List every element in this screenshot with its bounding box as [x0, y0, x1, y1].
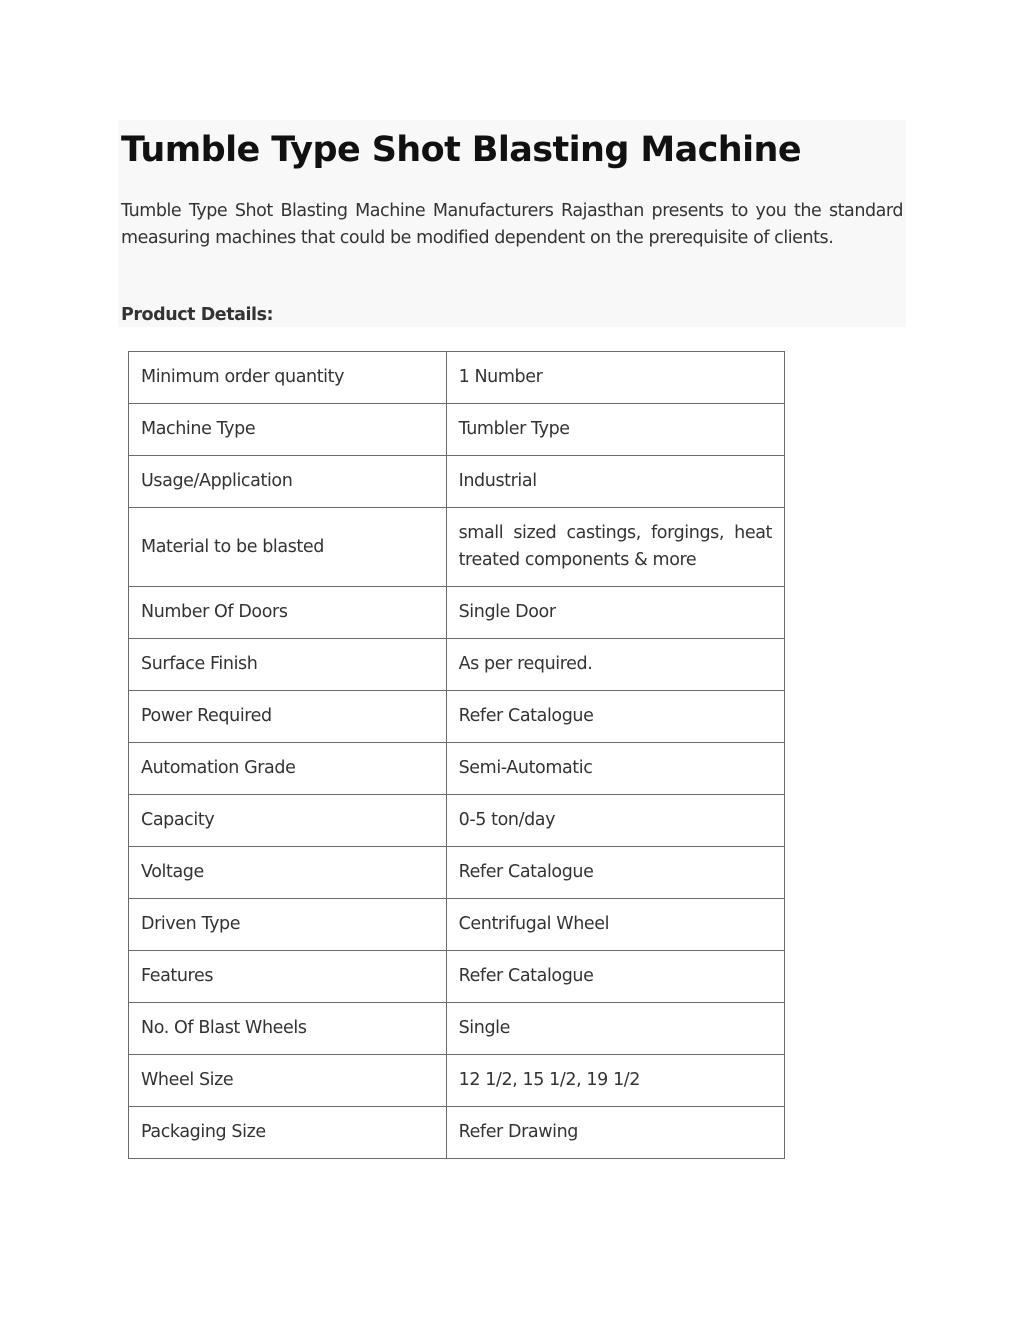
detail-key: Driven Type	[129, 899, 447, 951]
product-details-label: Product Details:	[121, 305, 274, 325]
detail-value: Refer Catalogue	[446, 951, 784, 1003]
detail-value: Tumbler Type	[446, 404, 784, 456]
detail-value: Refer Catalogue	[446, 847, 784, 899]
detail-value: Single	[446, 1003, 784, 1055]
detail-key: Usage/Application	[129, 456, 447, 508]
detail-value: small sized castings, forgings, heat treated components & more	[446, 508, 784, 587]
table-row	[129, 951, 785, 1003]
product-details-table	[128, 351, 785, 1159]
detail-value: Refer Catalogue	[446, 691, 784, 743]
detail-key: Voltage	[129, 847, 447, 899]
table-row	[129, 847, 785, 899]
detail-key: No. Of Blast Wheels	[129, 1003, 447, 1055]
detail-key: Automation Grade	[129, 743, 447, 795]
detail-value: Refer Drawing	[446, 1107, 784, 1159]
table-row	[129, 691, 785, 743]
intro-paragraph: Tumble Type Shot Blasting Machine Manufacturers Rajasthan presents to you the standard measuring machines that could be modified dependent on the prerequisite of clients.	[121, 201, 903, 248]
table-row	[129, 587, 785, 639]
detail-key: Number Of Doors	[129, 587, 447, 639]
table-row	[129, 743, 785, 795]
detail-value: Single Door	[446, 587, 784, 639]
detail-value: As per required.	[446, 639, 784, 691]
detail-value: 1 Number	[446, 352, 784, 404]
table-row	[129, 456, 785, 508]
detail-key: Wheel Size	[129, 1055, 447, 1107]
detail-key: Surface Finish	[129, 639, 447, 691]
table-row	[129, 795, 785, 847]
detail-key: Minimum order quantity	[129, 352, 447, 404]
table-row	[129, 508, 785, 587]
detail-key: Material to be blasted	[129, 508, 447, 587]
detail-value: Centrifugal Wheel	[446, 899, 784, 951]
table-row	[129, 352, 785, 404]
table-row	[129, 899, 785, 951]
detail-value: 0-5 ton/day	[446, 795, 784, 847]
detail-key: Machine Type	[129, 404, 447, 456]
detail-value: Industrial	[446, 456, 784, 508]
detail-key: Capacity	[129, 795, 447, 847]
table-row	[129, 639, 785, 691]
detail-value: 12 1/2, 15 1/2, 19 1/2	[446, 1055, 784, 1107]
detail-key: Power Required	[129, 691, 447, 743]
detail-key: Packaging Size	[129, 1107, 447, 1159]
page-title: Tumble Type Shot Blasting Machine	[121, 130, 801, 170]
table-row	[129, 404, 785, 456]
table-row	[129, 1107, 785, 1159]
detail-value: Semi-Automatic	[446, 743, 784, 795]
detail-key: Features	[129, 951, 447, 1003]
table-row	[129, 1055, 785, 1107]
table-row	[129, 1003, 785, 1055]
